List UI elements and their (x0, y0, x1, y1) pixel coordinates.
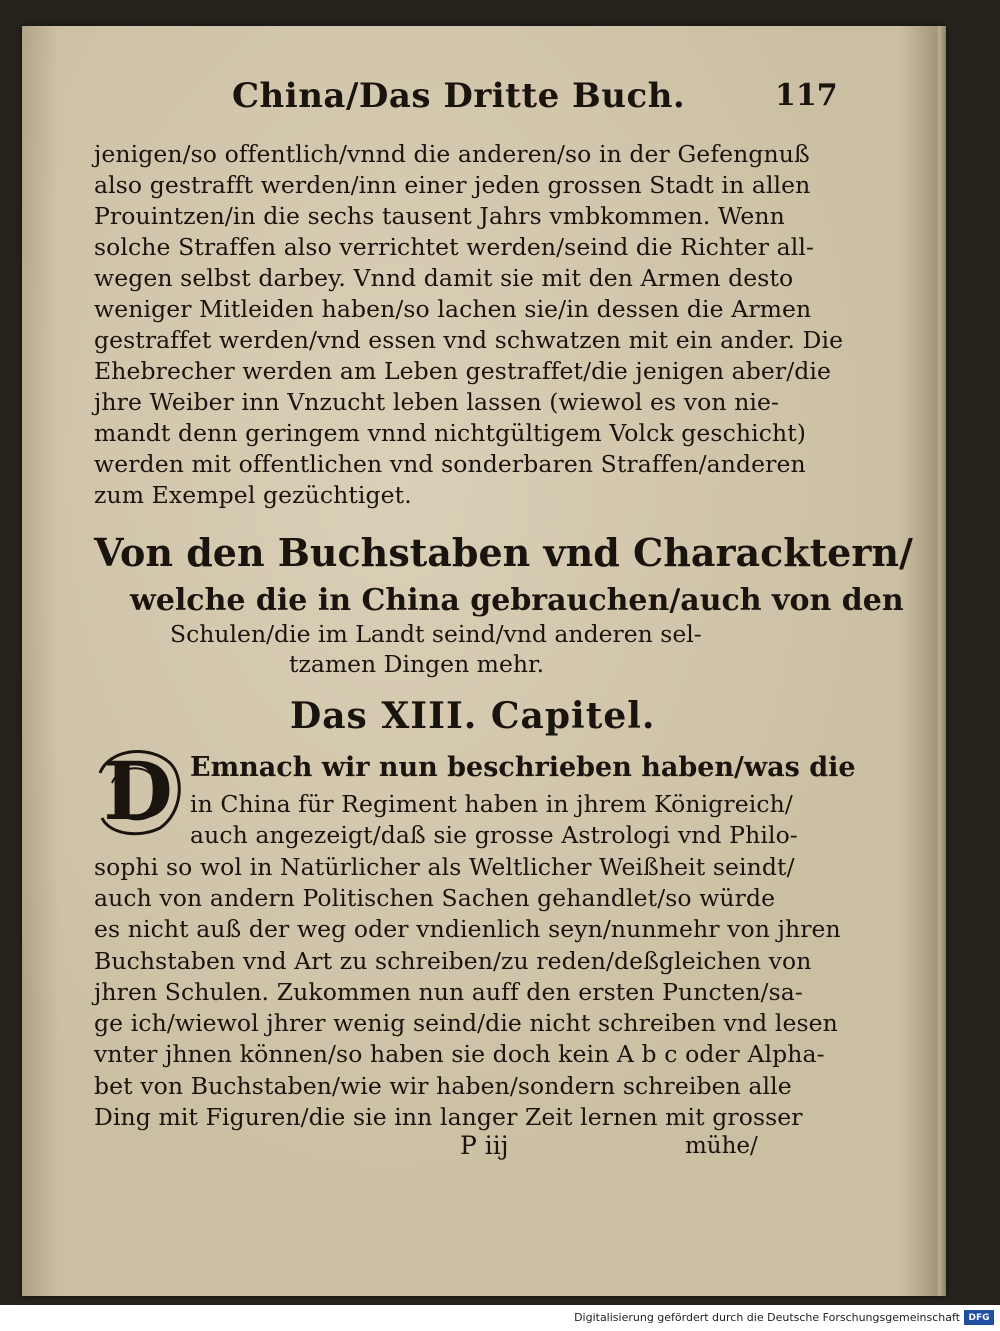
top-paragraph-line: werden mit offentlichen vnd sonderbaren Straffen/anderen (94, 450, 806, 478)
funding-credit: Digitalisierung gefördert durch die Deutsche Forschungsgemeinschaft (574, 1311, 960, 1324)
top-paragraph-line: Ehebrecher werden am Leben gestraffet/die jenigen aber/die (94, 357, 832, 385)
top-paragraph-line: zum Exempel gezüchtiget. (94, 481, 412, 509)
section-title-line-2: welche die in China gebrauchen/auch von den (130, 583, 904, 618)
main-paragraph-line: in China für Regiment haben in jhrem Königreich/ (190, 790, 793, 818)
section-title-line-4: tzamen Dingen mehr. (289, 650, 545, 678)
main-paragraph-line: Buchstaben vnd Art zu schreiben/zu reden/deßgleichen von (94, 946, 812, 975)
top-paragraph-line: gestraffet werden/vnd essen vnd schwatzen mit ein ander. Die (94, 326, 844, 354)
running-title: China/Das Dritte Buch. (232, 76, 686, 116)
chapter-heading: Das XIII. Capitel. (290, 695, 656, 737)
main-paragraph-line: bet von Buchstaben/wie wir haben/sondern schreiben alle (94, 1071, 792, 1100)
top-paragraph-line: weniger Mitleiden haben/so lachen sie/in dessen die Armen (94, 295, 812, 323)
section-title-line-1: Von den Buchstaben vnd Characktern/ (94, 530, 913, 575)
signature-mark: P iij (460, 1131, 509, 1160)
top-paragraph-line: solche Straffen also verrichtet werden/seind die Richter all- (94, 233, 814, 261)
main-paragraph-line: auch von andern Politischen Sachen gehandlet/so würde (94, 883, 776, 912)
drop-cap-letter: D (103, 744, 173, 838)
main-paragraph-line: auch angezeigt/daß sie grosse Astrologi vnd Philo- (190, 821, 798, 850)
page-edge (938, 26, 946, 1296)
main-paragraph-line: sophi so wol in Natürlicher als Weltlicher Weißheit seindt/ (94, 852, 795, 881)
catchword: mühe/ (685, 1133, 758, 1159)
footer-bar (0, 1305, 1000, 1331)
main-paragraph-line: es nicht auß der weg oder vndienlich seyn/nunmehr von jhren (94, 915, 841, 944)
lead-in-line: Emnach wir nun beschrieben haben/was die (190, 752, 856, 783)
page-number: 117 (775, 78, 838, 113)
top-paragraph-line: also gestrafft werden/inn einer jeden grossen Stadt in allen (94, 171, 811, 199)
main-paragraph-line: jhren Schulen. Zukommen nun auff den ersten Puncten/sa- (94, 977, 803, 1006)
top-paragraph-line: Prouintzen/in die sechs tausent Jahrs vmbkommen. Wenn (94, 202, 785, 230)
top-paragraph-line: mandt denn geringem vnnd nichtgültigem Volck geschicht) (94, 419, 807, 447)
main-paragraph-line: Ding mit Figuren/die sie inn langer Zeit lernen mit grosser (94, 1103, 803, 1131)
ornamental-initial (90, 743, 186, 839)
section-title-line-3: Schulen/die im Landt seind/vnd anderen sel- (170, 620, 702, 648)
dfg-logo: DFG (964, 1310, 994, 1325)
top-paragraph-line: wegen selbst darbey. Vnnd damit sie mit den Armen desto (94, 264, 794, 292)
main-paragraph-line: vnter jhnen können/so haben sie doch kein A b c oder Alpha- (94, 1040, 825, 1069)
top-paragraph-line: jhre Weiber inn Vnzucht leben lassen (wiewol es von nie- (94, 388, 780, 416)
top-paragraph-line: jenigen/so offentlich/vnnd die anderen/so in der Gefengnuß (94, 140, 810, 168)
main-paragraph-line: ge ich/wiewol jhrer wenig seind/die nicht schreiben vnd lesen (94, 1009, 838, 1038)
